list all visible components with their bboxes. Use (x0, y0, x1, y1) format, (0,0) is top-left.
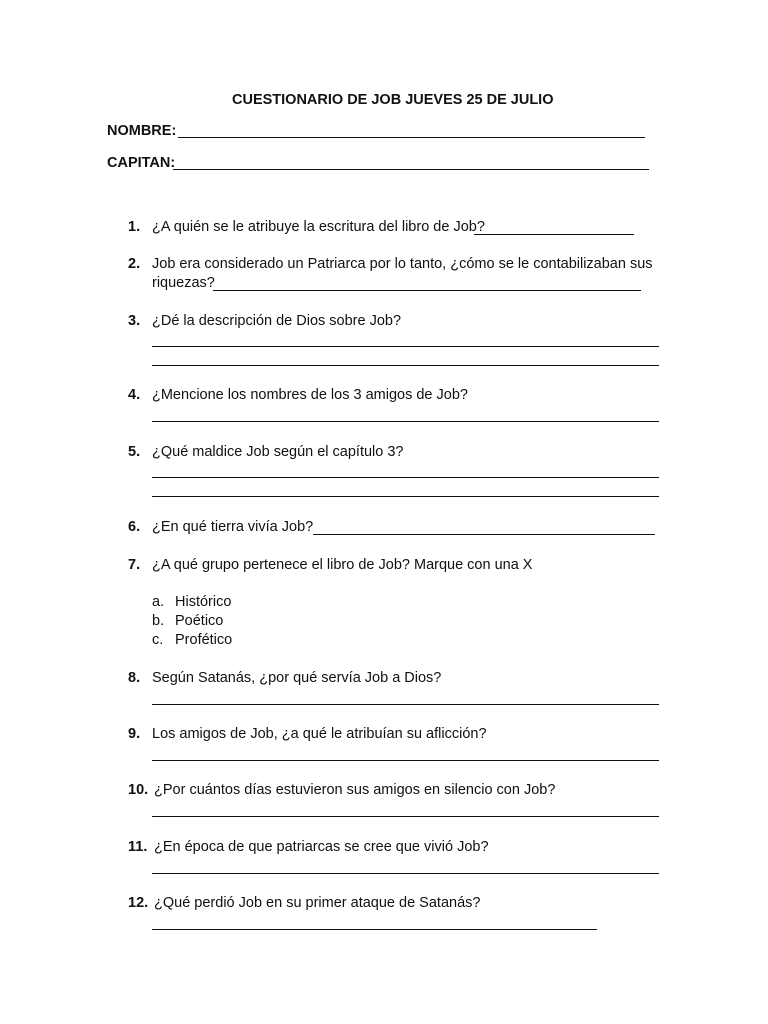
option-historico[interactable]: Histórico (175, 594, 232, 610)
answer-line[interactable] (152, 704, 659, 705)
question-number: 7. (128, 557, 141, 573)
answer-line[interactable] (152, 477, 659, 478)
captain-field[interactable] (173, 169, 649, 170)
question-text: Los amigos de Job, ¿a qué le atribuían su aflicción? (152, 726, 487, 742)
option-letter: c. (152, 632, 164, 648)
option-profetico[interactable]: Profético (175, 632, 233, 648)
question-number: 9. (128, 726, 141, 742)
question-number: 1. (128, 219, 141, 235)
page-title: CUESTIONARIO DE JOB JUEVES 25 DE JULIO (232, 92, 554, 108)
name-label: NOMBRE: (107, 123, 177, 139)
question-text: ¿A qué grupo pertenece el libro de Job? Marque con una X (152, 557, 533, 573)
question-number: 8. (128, 670, 141, 686)
captain-label: CAPITAN: (107, 155, 176, 171)
question-number: 10. (128, 782, 149, 798)
answer-line[interactable] (152, 816, 659, 817)
answer-line[interactable] (474, 234, 634, 235)
question-text: Job era considerado un Patriarca por lo tanto, ¿cómo se le contabilizaban sus (152, 256, 653, 272)
question-text-continued: riquezas? (152, 275, 215, 291)
answer-line[interactable] (152, 365, 659, 366)
question-number: 5. (128, 444, 141, 460)
question-number: 6. (128, 519, 141, 535)
answer-line[interactable] (152, 760, 659, 761)
answer-line[interactable] (152, 873, 659, 874)
question-number: 2. (128, 256, 141, 272)
question-number: 3. (128, 313, 141, 329)
question-text: ¿Qué maldice Job según el capítulo 3? (152, 444, 404, 460)
answer-line[interactable] (152, 929, 597, 930)
question-text: ¿En época de que patriarcas se cree que vivió Job? (154, 839, 489, 855)
question-text: ¿Por cuántos días estuvieron sus amigos en silencio con Job? (154, 782, 556, 798)
answer-line[interactable] (313, 534, 655, 535)
question-number: 11. (128, 839, 148, 855)
question-text: ¿Qué perdió Job en su primer ataque de Satanás? (154, 895, 481, 911)
answer-line[interactable] (152, 421, 659, 422)
question-text: ¿En qué tierra vivía Job? (152, 519, 314, 535)
option-letter: b. (152, 613, 165, 629)
answer-line[interactable] (152, 496, 659, 497)
question-text: ¿Mencione los nombres de los 3 amigos de Job? (152, 387, 468, 403)
question-text: ¿Dé la descripción de Dios sobre Job? (152, 313, 402, 329)
answer-line[interactable] (152, 346, 659, 347)
question-text: Según Satanás, ¿por qué servía Job a Dios? (152, 670, 442, 686)
option-poetico[interactable]: Poético (175, 613, 224, 629)
question-number: 4. (128, 387, 141, 403)
answer-line[interactable] (213, 290, 641, 291)
question-number: 12. (128, 895, 149, 911)
question-text: ¿A quién se le atribuye la escritura del libro de Job? (152, 219, 485, 235)
option-letter: a. (152, 594, 165, 610)
name-field[interactable] (178, 137, 645, 138)
